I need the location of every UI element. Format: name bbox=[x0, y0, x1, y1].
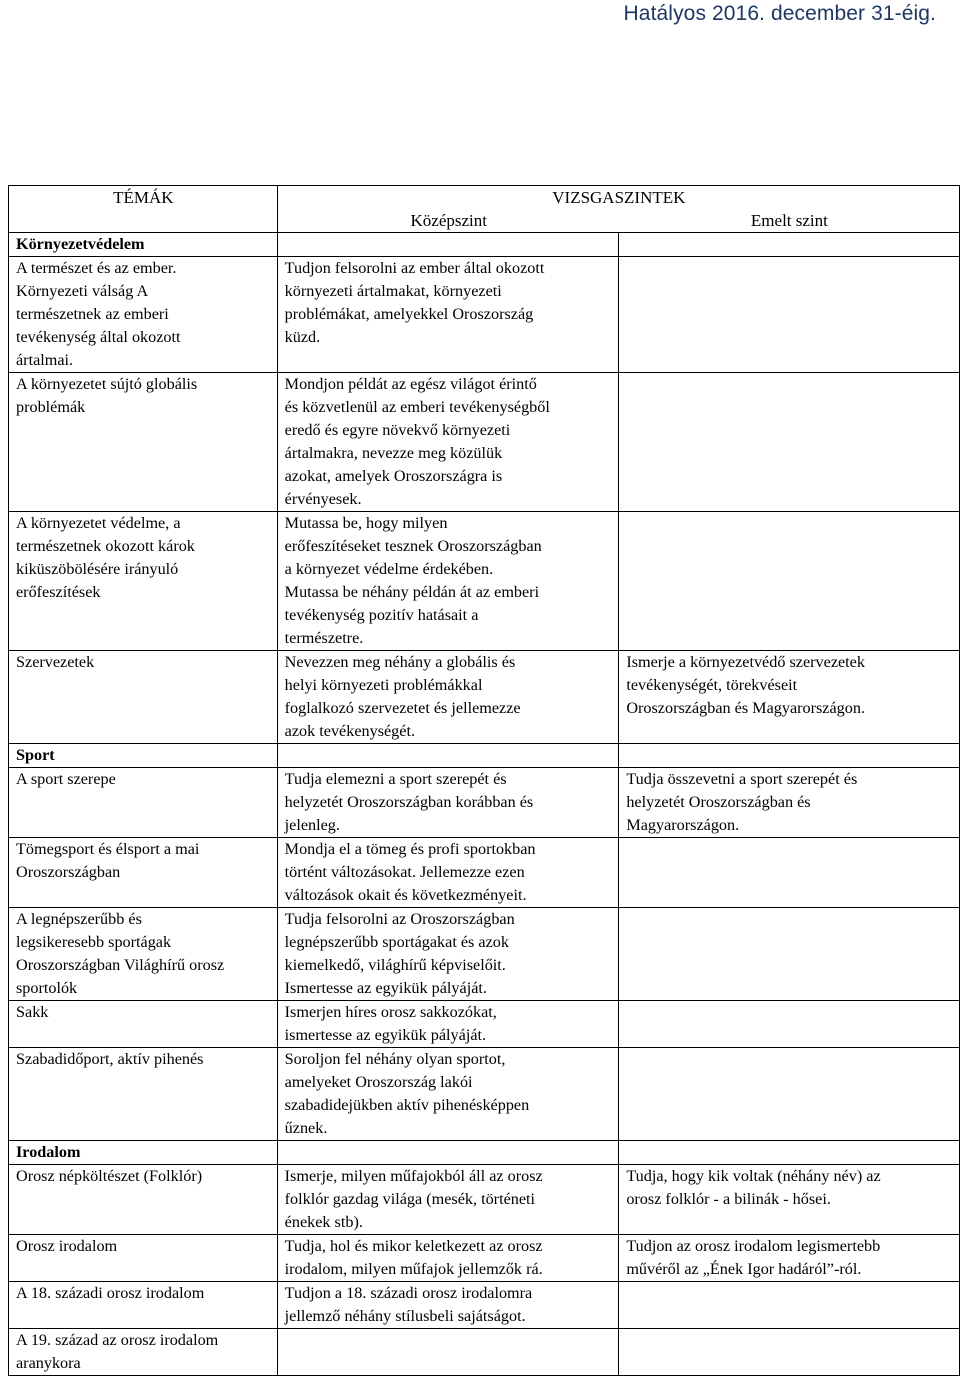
header-high-level: Emelt szint bbox=[619, 209, 960, 233]
mid-text: Tudja elemezni a sport szerepét és helyzetét Oroszországban korábban és jelenleg. bbox=[284, 770, 534, 834]
topic-cell bbox=[9, 838, 278, 908]
topic-text: Sakk bbox=[16, 1003, 49, 1021]
mid-text: Mutassa be, hogy milyen erőfeszítéseket tesznek Oroszországban a környezet védelme érdekében. Mutassa be néhány példán át az emberi tevékenység pozitív hatásait a természetre. bbox=[284, 514, 542, 647]
mid-text: Mondja el a tömeg és profi sportokban történt változásokat. Jellemezze ezen változások okait és következményeit. bbox=[284, 840, 536, 904]
mid-text: Mondjon példát az egész világot érintő és közvetlenül az emberi tevékenységből eredő és egyre növekvő környezeti ártalmakra, nevezze meg közülük azokat, amelyek Oroszországra is érvényesek. bbox=[284, 375, 550, 508]
table-row bbox=[9, 1001, 960, 1048]
high-text: Tudjon az orosz irodalom legismertebb művéről az „Ének Igor hadáról”-ról. bbox=[626, 1237, 881, 1278]
table-row bbox=[9, 838, 960, 908]
header-exam-levels: VIZSGASZINTEK bbox=[277, 186, 959, 210]
mid-cell bbox=[277, 512, 619, 651]
mid-cell bbox=[277, 1048, 619, 1141]
validity-note: Hatályos 2016. december 31-éig. bbox=[623, 2, 936, 25]
mid-text: Ismerje, milyen műfajokból áll az orosz folklór gazdag világa (mesék, történeti énekek stb). bbox=[284, 1167, 543, 1231]
section-title: Sport bbox=[9, 744, 278, 768]
high-text: Tudja összevetni a sport szerepét és helyzetét Oroszországban és Magyarországon. bbox=[626, 770, 858, 834]
topic-text: A sport szerepe bbox=[16, 770, 116, 788]
empty-cell bbox=[619, 1141, 960, 1165]
topic-cell bbox=[9, 1282, 278, 1329]
empty-cell bbox=[619, 233, 960, 257]
high-cell bbox=[619, 651, 960, 744]
mid-text: Tudja felsorolni az Oroszországban legnépszerűbb sportágakat és azok kiemelkedő, világhírű képviselőit. Ismertesse az egyikük pályáját. bbox=[284, 910, 515, 997]
table-row bbox=[9, 373, 960, 512]
mid-cell bbox=[277, 1165, 619, 1235]
mid-cell bbox=[277, 838, 619, 908]
high-cell bbox=[619, 1165, 960, 1235]
high-cell bbox=[619, 512, 960, 651]
mid-cell bbox=[277, 257, 619, 373]
section-row bbox=[9, 1141, 960, 1165]
table-row bbox=[9, 1048, 960, 1141]
topic-cell bbox=[9, 1235, 278, 1282]
exam-topics-table bbox=[8, 185, 960, 1376]
table-row bbox=[9, 768, 960, 838]
topic-text: Orosz népköltészet (Folklór) bbox=[16, 1167, 203, 1185]
high-cell bbox=[619, 257, 960, 373]
topic-text: A 19. század az orosz irodalom aranykora bbox=[16, 1331, 219, 1372]
topic-cell bbox=[9, 908, 278, 1001]
header-mid-level: Középszint bbox=[277, 209, 619, 233]
topic-text: Szabadidőport, aktív pihenés bbox=[16, 1050, 204, 1068]
high-cell bbox=[619, 1329, 960, 1376]
topic-text: A környezetet sújtó globális problémák bbox=[16, 375, 198, 416]
topic-text: A legnépszerűbb és legsikeresebb sportágak Oroszországban Világhírű orosz sportolók bbox=[16, 910, 225, 997]
topic-cell bbox=[9, 373, 278, 512]
topic-text: A 18. századi orosz irodalom bbox=[16, 1284, 205, 1302]
mid-text: Tudjon felsorolni az ember által okozott környezeti ártalmakat, környezeti problémákat, amelyekkel Oroszország küzd. bbox=[284, 259, 545, 346]
mid-cell bbox=[277, 373, 619, 512]
section-title: Irodalom bbox=[9, 1141, 278, 1165]
topic-cell bbox=[9, 768, 278, 838]
high-cell bbox=[619, 1048, 960, 1141]
table-row bbox=[9, 1329, 960, 1376]
section-title: Környezetvédelem bbox=[9, 233, 278, 257]
high-text: Tudja, hogy kik voltak (néhány név) az orosz folklór - a bilinák - hősei. bbox=[626, 1167, 881, 1208]
high-cell bbox=[619, 1282, 960, 1329]
empty-cell bbox=[277, 1141, 619, 1165]
high-cell bbox=[619, 1001, 960, 1048]
high-cell bbox=[619, 373, 960, 512]
topic-text: A természet és az ember. Környezeti válság A természetnek az emberi tevékenység által okozott ártalmai. bbox=[16, 259, 181, 369]
mid-text: Ismerjen híres orosz sakkozókat, ismertesse az egyikük pályáját. bbox=[284, 1003, 497, 1044]
empty-cell bbox=[277, 233, 619, 257]
table-row bbox=[9, 1282, 960, 1329]
mid-cell bbox=[277, 768, 619, 838]
header-topics: TÉMÁK bbox=[9, 186, 278, 233]
table-row bbox=[9, 908, 960, 1001]
mid-cell bbox=[277, 1235, 619, 1282]
mid-cell bbox=[277, 1001, 619, 1048]
topic-cell bbox=[9, 257, 278, 373]
table-row bbox=[9, 512, 960, 651]
mid-cell bbox=[277, 1329, 619, 1376]
high-text: Ismerje a környezetvédő szervezetek tevékenységét, törekvéseit Oroszországban és Magyarországon. bbox=[626, 653, 866, 717]
mid-text: Tudja, hol és mikor keletkezett az orosz irodalom, milyen műfajok jellemzők rá. bbox=[284, 1237, 543, 1278]
topic-cell bbox=[9, 1001, 278, 1048]
mid-text: Nevezzen meg néhány a globális és helyi környezeti problémákkal foglalkozó szervezetet és jellemezze azok tevékenységét. bbox=[284, 653, 521, 740]
high-cell bbox=[619, 838, 960, 908]
table-row bbox=[9, 1235, 960, 1282]
table-row bbox=[9, 651, 960, 744]
table-row bbox=[9, 257, 960, 373]
empty-cell bbox=[277, 744, 619, 768]
topic-text: Szervezetek bbox=[16, 653, 95, 671]
section-row bbox=[9, 744, 960, 768]
mid-cell bbox=[277, 651, 619, 744]
table-body bbox=[9, 233, 960, 1376]
topic-cell bbox=[9, 1048, 278, 1141]
topic-cell bbox=[9, 512, 278, 651]
topic-cell bbox=[9, 651, 278, 744]
table-row bbox=[9, 1165, 960, 1235]
high-cell bbox=[619, 1235, 960, 1282]
mid-text: Soroljon fel néhány olyan sportot, amelyeket Oroszország lakói szabadidejükben aktív pihenésképpen űznek. bbox=[284, 1050, 530, 1137]
topic-cell bbox=[9, 1329, 278, 1376]
topic-text: Orosz irodalom bbox=[16, 1237, 118, 1255]
empty-cell bbox=[619, 744, 960, 768]
mid-cell bbox=[277, 1282, 619, 1329]
topic-text: Tömegsport és élsport a mai Oroszországban bbox=[16, 840, 200, 881]
mid-cell bbox=[277, 908, 619, 1001]
high-cell bbox=[619, 908, 960, 1001]
topic-cell bbox=[9, 1165, 278, 1235]
high-cell bbox=[619, 768, 960, 838]
topic-text: A környezetet védelme, a természetnek okozott károk kiküszöbölésére irányuló erőfeszítések bbox=[16, 514, 195, 601]
mid-text: Tudjon a 18. századi orosz irodalomra jellemző néhány stílusbeli sajátságot. bbox=[284, 1284, 533, 1325]
section-row bbox=[9, 233, 960, 257]
